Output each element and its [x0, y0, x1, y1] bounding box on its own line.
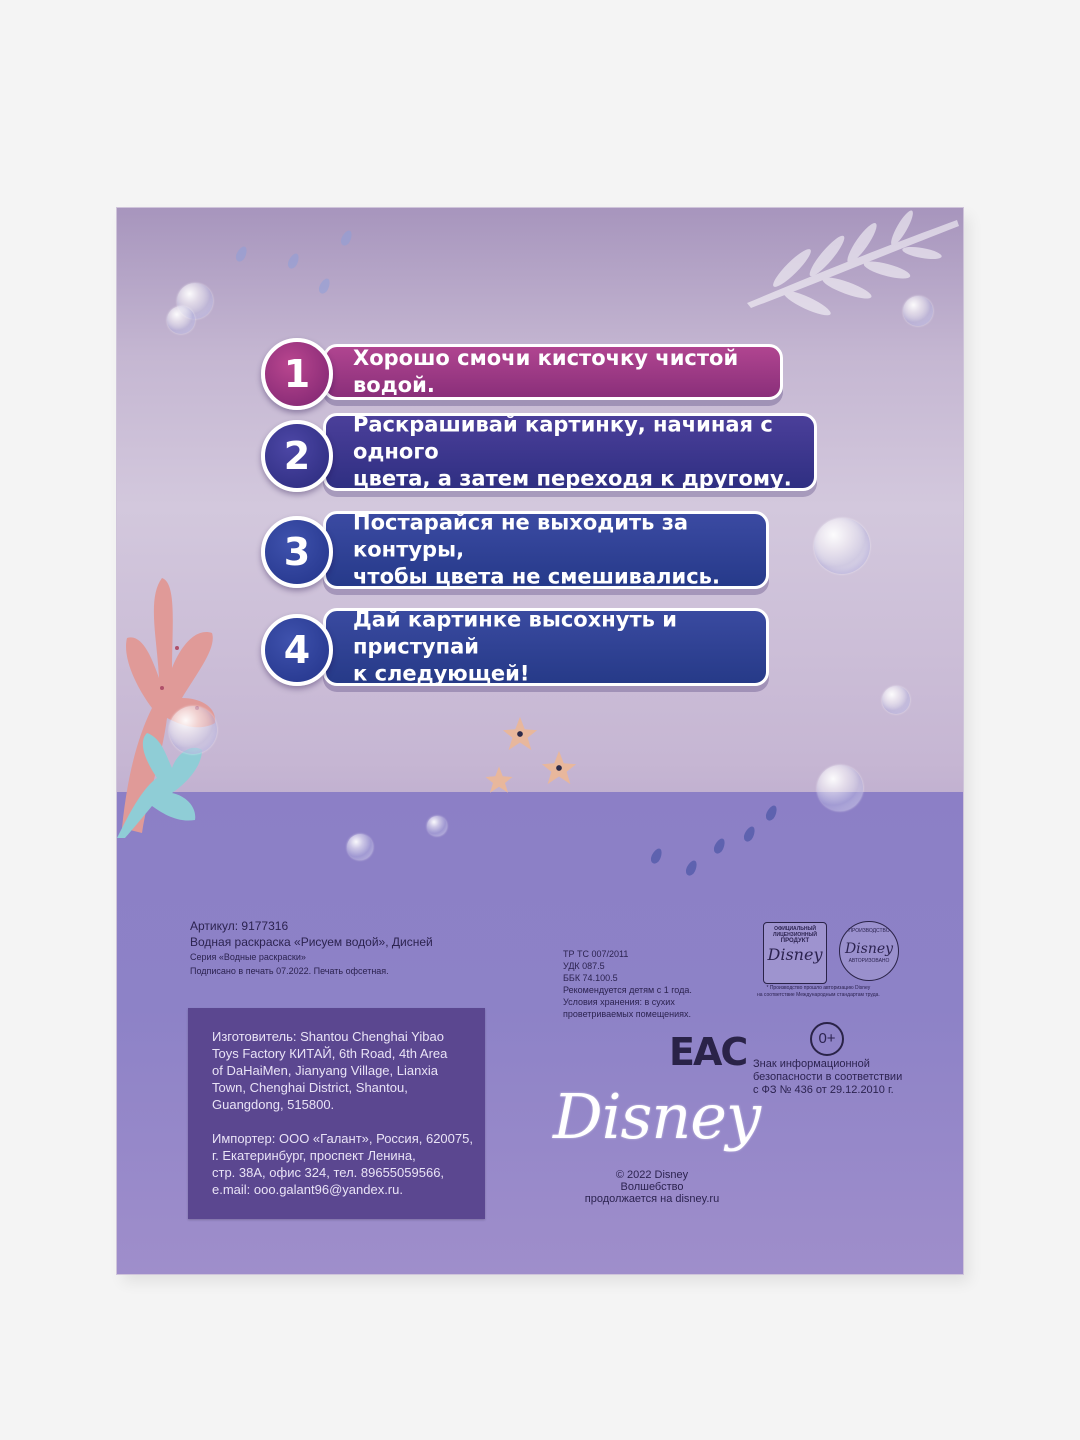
- booklet-back-cover: [117, 208, 963, 1274]
- manufacturer-line: Toys Factory КИТАЙ, 6th Road, 4th Area: [212, 1046, 448, 1061]
- step-3-text: Постарайся не выходить за контуры, чтобы цвета не смешивались.: [353, 510, 720, 589]
- leaf-dot-icon: [339, 229, 354, 247]
- standards-line: Условия хранения: в сухих: [563, 997, 675, 1007]
- step-4-card: [323, 608, 769, 686]
- standards-line: проветриваемых помещениях.: [563, 1009, 692, 1019]
- manufacturer-line: Town, Chenghai District, Shantou,: [212, 1080, 408, 1095]
- standards-line: Рекомендуется детям с 1 года.: [563, 985, 692, 995]
- starfish-icon: [500, 715, 540, 753]
- standards-info: [563, 948, 692, 1020]
- licensed-product-badge: ОФИЦИАЛЬНЫЙ ЛИЦЕНЗИОННЫЙ ПРОДУКТ Disney: [763, 922, 827, 984]
- manufacturer-block: [212, 1028, 447, 1113]
- step-2-number-badge: 2: [261, 420, 333, 492]
- tagline-line: Волшебство: [620, 1181, 684, 1193]
- bubble-icon: [347, 834, 373, 860]
- importer-block: [212, 1130, 473, 1198]
- bubble-icon: [169, 706, 217, 754]
- starfish-icon: [540, 749, 578, 787]
- step-1-card: [323, 344, 783, 400]
- series-name: Серия «Водные раскраски»: [190, 952, 306, 962]
- standards-line: ББК 74.100.5: [563, 973, 618, 983]
- standards-line: УДК 087.5: [563, 961, 605, 971]
- leaf-dot-icon: [234, 245, 249, 263]
- standards-line: ТР ТС 007/2011: [563, 949, 629, 959]
- bubble-icon: [903, 296, 933, 326]
- article-number: Артикул: 9177316: [190, 919, 289, 933]
- manufacturer-line: Изготовитель: Shantou Chenghai Yibao: [212, 1029, 444, 1044]
- product-info: [190, 918, 433, 978]
- manufacturer-line: of DaHaiMen, Jianyang Village, Lianxia: [212, 1063, 438, 1078]
- coral-icon: [117, 538, 227, 838]
- disney-copyright: [567, 1169, 737, 1205]
- step-2-card: [323, 413, 817, 491]
- leaf-dot-icon: [317, 277, 332, 295]
- copyright-line: © 2022 Disney: [615, 1169, 689, 1181]
- age-rating-badge: 0+: [810, 1022, 844, 1056]
- importer-line: e.mail: ooo.galant96@yandex.ru.: [212, 1182, 403, 1197]
- step-1-number-badge: 1: [261, 338, 333, 410]
- authorized-production-seal: ПРОИЗВОДСТВО Disney АВТОРИЗОВАНО: [839, 921, 899, 981]
- disney-logo: Disney: [553, 1080, 761, 1153]
- bubble-icon: [882, 686, 910, 714]
- step-2-text: Раскрашивай картинку, начиная с одного цвета, а затем переходя к другому.: [353, 412, 792, 491]
- authorization-note: * Производство прошло авторизацию Disney на соответствие Международным стандартам труда.: [757, 985, 880, 998]
- step-4-text: Дай картинке высохнуть и приступай к следующей!: [353, 607, 677, 686]
- bubble-icon: [167, 306, 195, 334]
- bubble-icon: [427, 816, 447, 836]
- tagline-line: продолжается на disney.ru: [584, 1193, 720, 1205]
- manufacturer-info-box: [188, 1008, 485, 1219]
- step-4-number-badge: 4: [261, 614, 333, 686]
- print-info: Подписано в печать 07.2022. Печать офсетная.: [190, 966, 389, 976]
- step-3-card: [323, 511, 769, 589]
- age-rating-text: Знак информационной безопасности в соответствии с ФЗ № 436 от 29.12.2010 г.: [753, 1058, 903, 1096]
- eac-mark: EAC: [669, 1030, 747, 1074]
- bubble-icon: [814, 518, 870, 574]
- leaf-dot-icon: [286, 252, 301, 270]
- licensed-disney-logo: Disney: [767, 945, 823, 964]
- importer-line: г. Екатеринбург, проспект Ленина,: [212, 1148, 416, 1163]
- importer-line: стр. 38А, офис 324, тел. 89655059566,: [212, 1165, 445, 1180]
- starfish-icon: [480, 765, 518, 795]
- bubble-icon: [817, 765, 863, 811]
- manufacturer-line: Guangdong, 515800.: [212, 1097, 335, 1112]
- step-1-text: Хорошо смочи кисточку чистой водой.: [353, 346, 739, 397]
- step-3-number-badge: 3: [261, 516, 333, 588]
- product-title: Водная раскраска «Рисуем водой», Дисней: [190, 935, 433, 949]
- importer-line: Импортер: ООО «Галант», Россия, 620075,: [212, 1131, 473, 1146]
